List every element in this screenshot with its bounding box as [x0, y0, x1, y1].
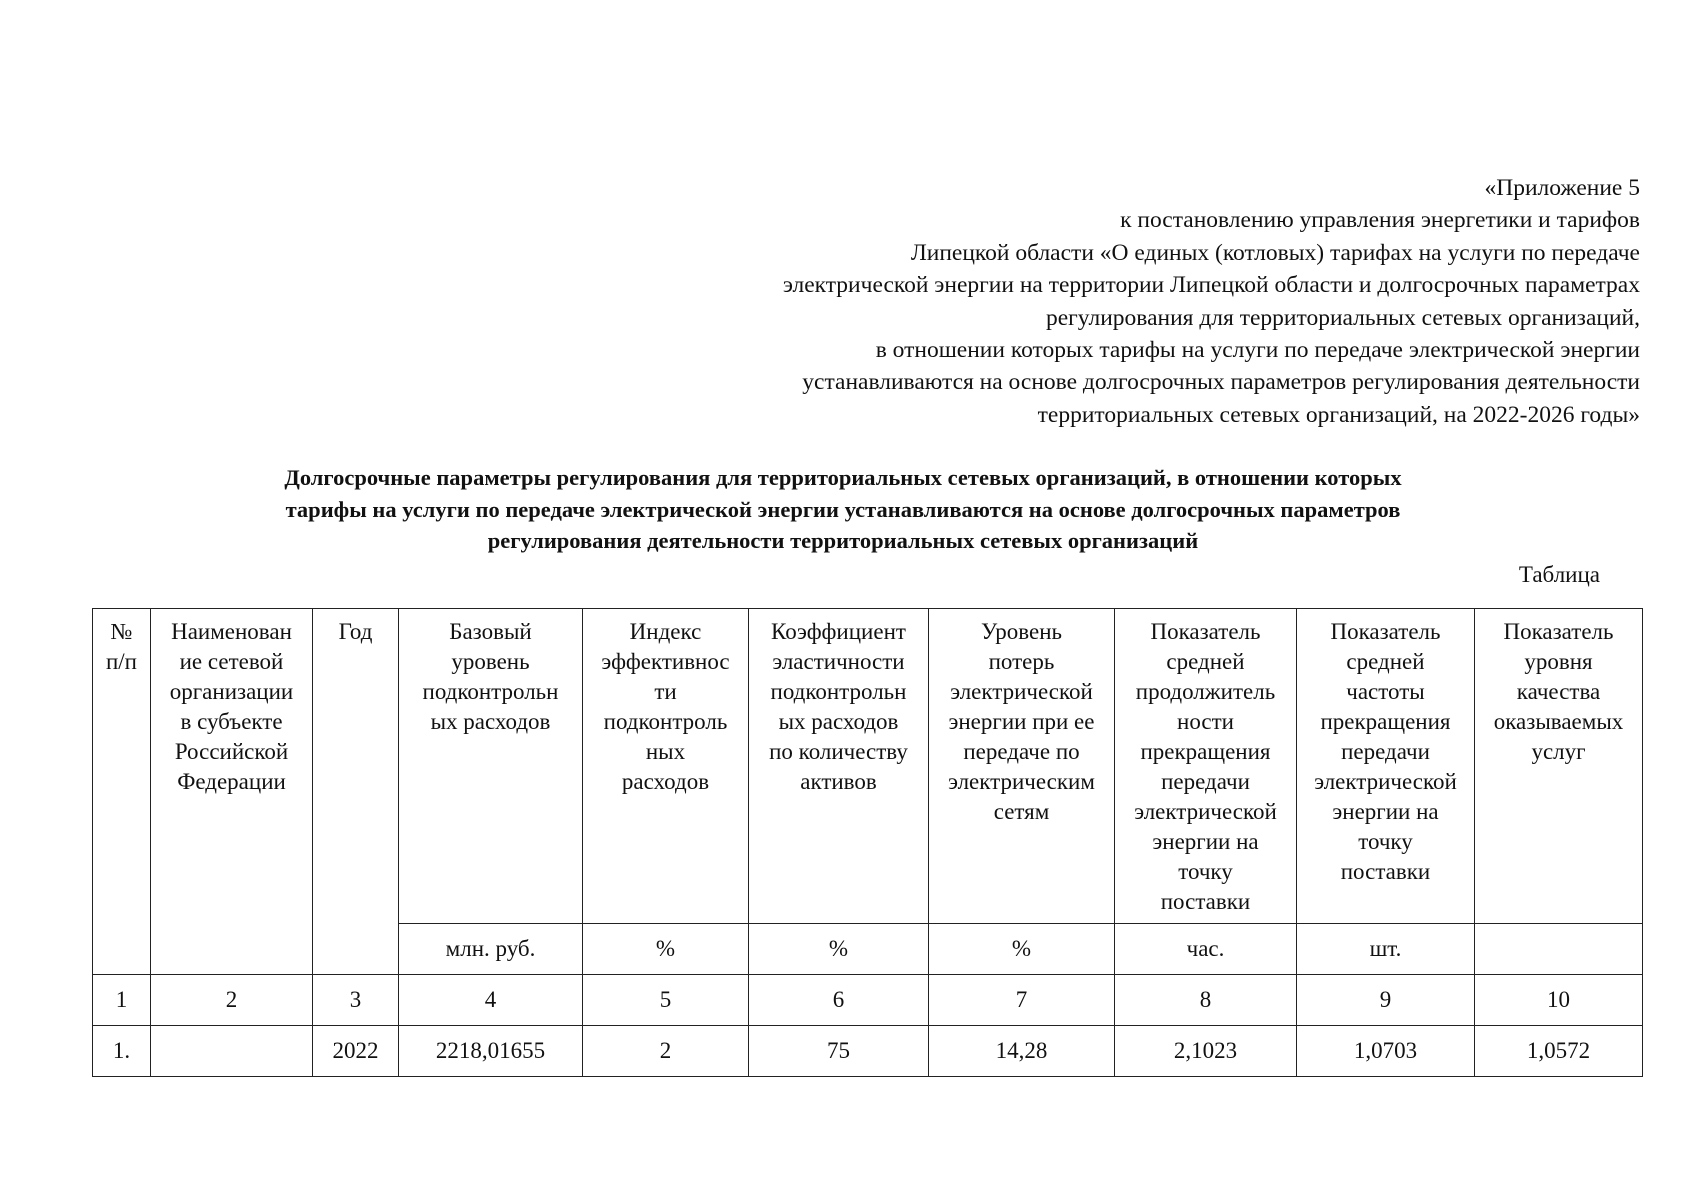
year-cell: 2022 — [313, 1026, 399, 1077]
unit-cell: % — [929, 924, 1115, 975]
column-number-cell: 6 — [749, 975, 929, 1026]
column-number-cell: 1 — [93, 975, 151, 1026]
appendix-line: Липецкой области «О единых (котловых) тарифах на услуги по передаче — [910, 239, 1640, 266]
column-number-cell: 8 — [1115, 975, 1297, 1026]
appendix-line: «Приложение 5 — [1484, 175, 1640, 201]
appendix-line: регулирования для территориальных сетевых организаций, — [1045, 304, 1640, 331]
column-number-cell: 10 — [1475, 975, 1643, 1026]
row-number-cell: 1. — [93, 1026, 151, 1077]
appendix-line: к постановлению управления энергетики и тарифов — [1120, 207, 1640, 234]
header-cell: Показатель средней продолжитель ности прекращения передачи электрической энергии на точку поставки — [1115, 609, 1297, 924]
column-number-cell: 7 — [929, 975, 1115, 1026]
loss-level-cell: 14,28 — [929, 1026, 1115, 1077]
title-line: тарифы на услуги по передаче электрической энергии устанавливаются на основе долгосрочных параметров — [285, 496, 1401, 522]
organization-name-cell — [151, 1026, 313, 1077]
header-cell: Коэффициент эластичности подконтрольн ых расходов по количеству активов — [749, 609, 929, 924]
table-caption: Таблица — [1518, 562, 1600, 587]
appendix-line: в отношении которых тарифы на услуги по передаче электрической энергии — [875, 337, 1640, 364]
unit-cell: час. — [1115, 924, 1297, 975]
interruption-frequency-cell: 1,0703 — [1297, 1026, 1475, 1077]
header-cell: Год — [313, 609, 399, 975]
appendix-line: территориальных сетевых организаций, на 2022-2026 годы» — [1037, 401, 1640, 428]
title-line: Долгосрочные параметры регулирования для территориальных сетевых организаций, в отношении которых — [284, 465, 1402, 490]
interruption-duration-cell: 2,1023 — [1115, 1026, 1297, 1077]
title-line: регулирования деятельности территориальных сетевых организаций — [487, 528, 1199, 553]
parameters-table — [92, 608, 1643, 1077]
appendix-line: электрической энергии на территории Липецкой области и долгосрочных параметрах — [782, 272, 1640, 299]
table-row — [93, 1026, 1643, 1077]
header-cell: Индекс эффективнос ти подконтроль ных расходов — [583, 609, 749, 924]
header-cell: Базовый уровень подконтрольн ых расходов — [399, 609, 583, 924]
header-cell: Наименован ие сетевой организации в субъекте Российской Федерации — [151, 609, 313, 975]
efficiency-index-cell: 2 — [583, 1026, 749, 1077]
header-cell: Показатель уровня качества оказываемых услуг — [1475, 609, 1643, 924]
header-cell: Показатель средней частоты прекращения передачи электрической энергии на точку поставки — [1297, 609, 1475, 924]
unit-cell: млн. руб. — [399, 924, 583, 975]
appendix-line: устанавливаются на основе долгосрочных параметров регулирования деятельности — [802, 369, 1640, 396]
unit-cell — [1475, 924, 1643, 975]
header-cell: № п/п — [93, 609, 151, 975]
header-row — [93, 609, 1643, 924]
header-cell: Уровень потерь электрической энергии при ее передаче по электрическим сетям — [929, 609, 1115, 924]
column-number-cell: 2 — [151, 975, 313, 1026]
document-title — [120, 462, 1566, 557]
column-number-cell: 4 — [399, 975, 583, 1026]
base-cost-cell: 2218,01655 — [399, 1026, 583, 1077]
appendix-header — [783, 172, 1640, 431]
unit-cell: % — [749, 924, 929, 975]
service-quality-cell: 1,0572 — [1475, 1026, 1643, 1077]
elasticity-coefficient-cell: 75 — [749, 1026, 929, 1077]
unit-cell: % — [583, 924, 749, 975]
column-number-row — [93, 975, 1643, 1026]
column-number-cell: 9 — [1297, 975, 1475, 1026]
unit-cell: шт. — [1297, 924, 1475, 975]
column-number-cell: 5 — [583, 975, 749, 1026]
column-number-cell: 3 — [313, 975, 399, 1026]
